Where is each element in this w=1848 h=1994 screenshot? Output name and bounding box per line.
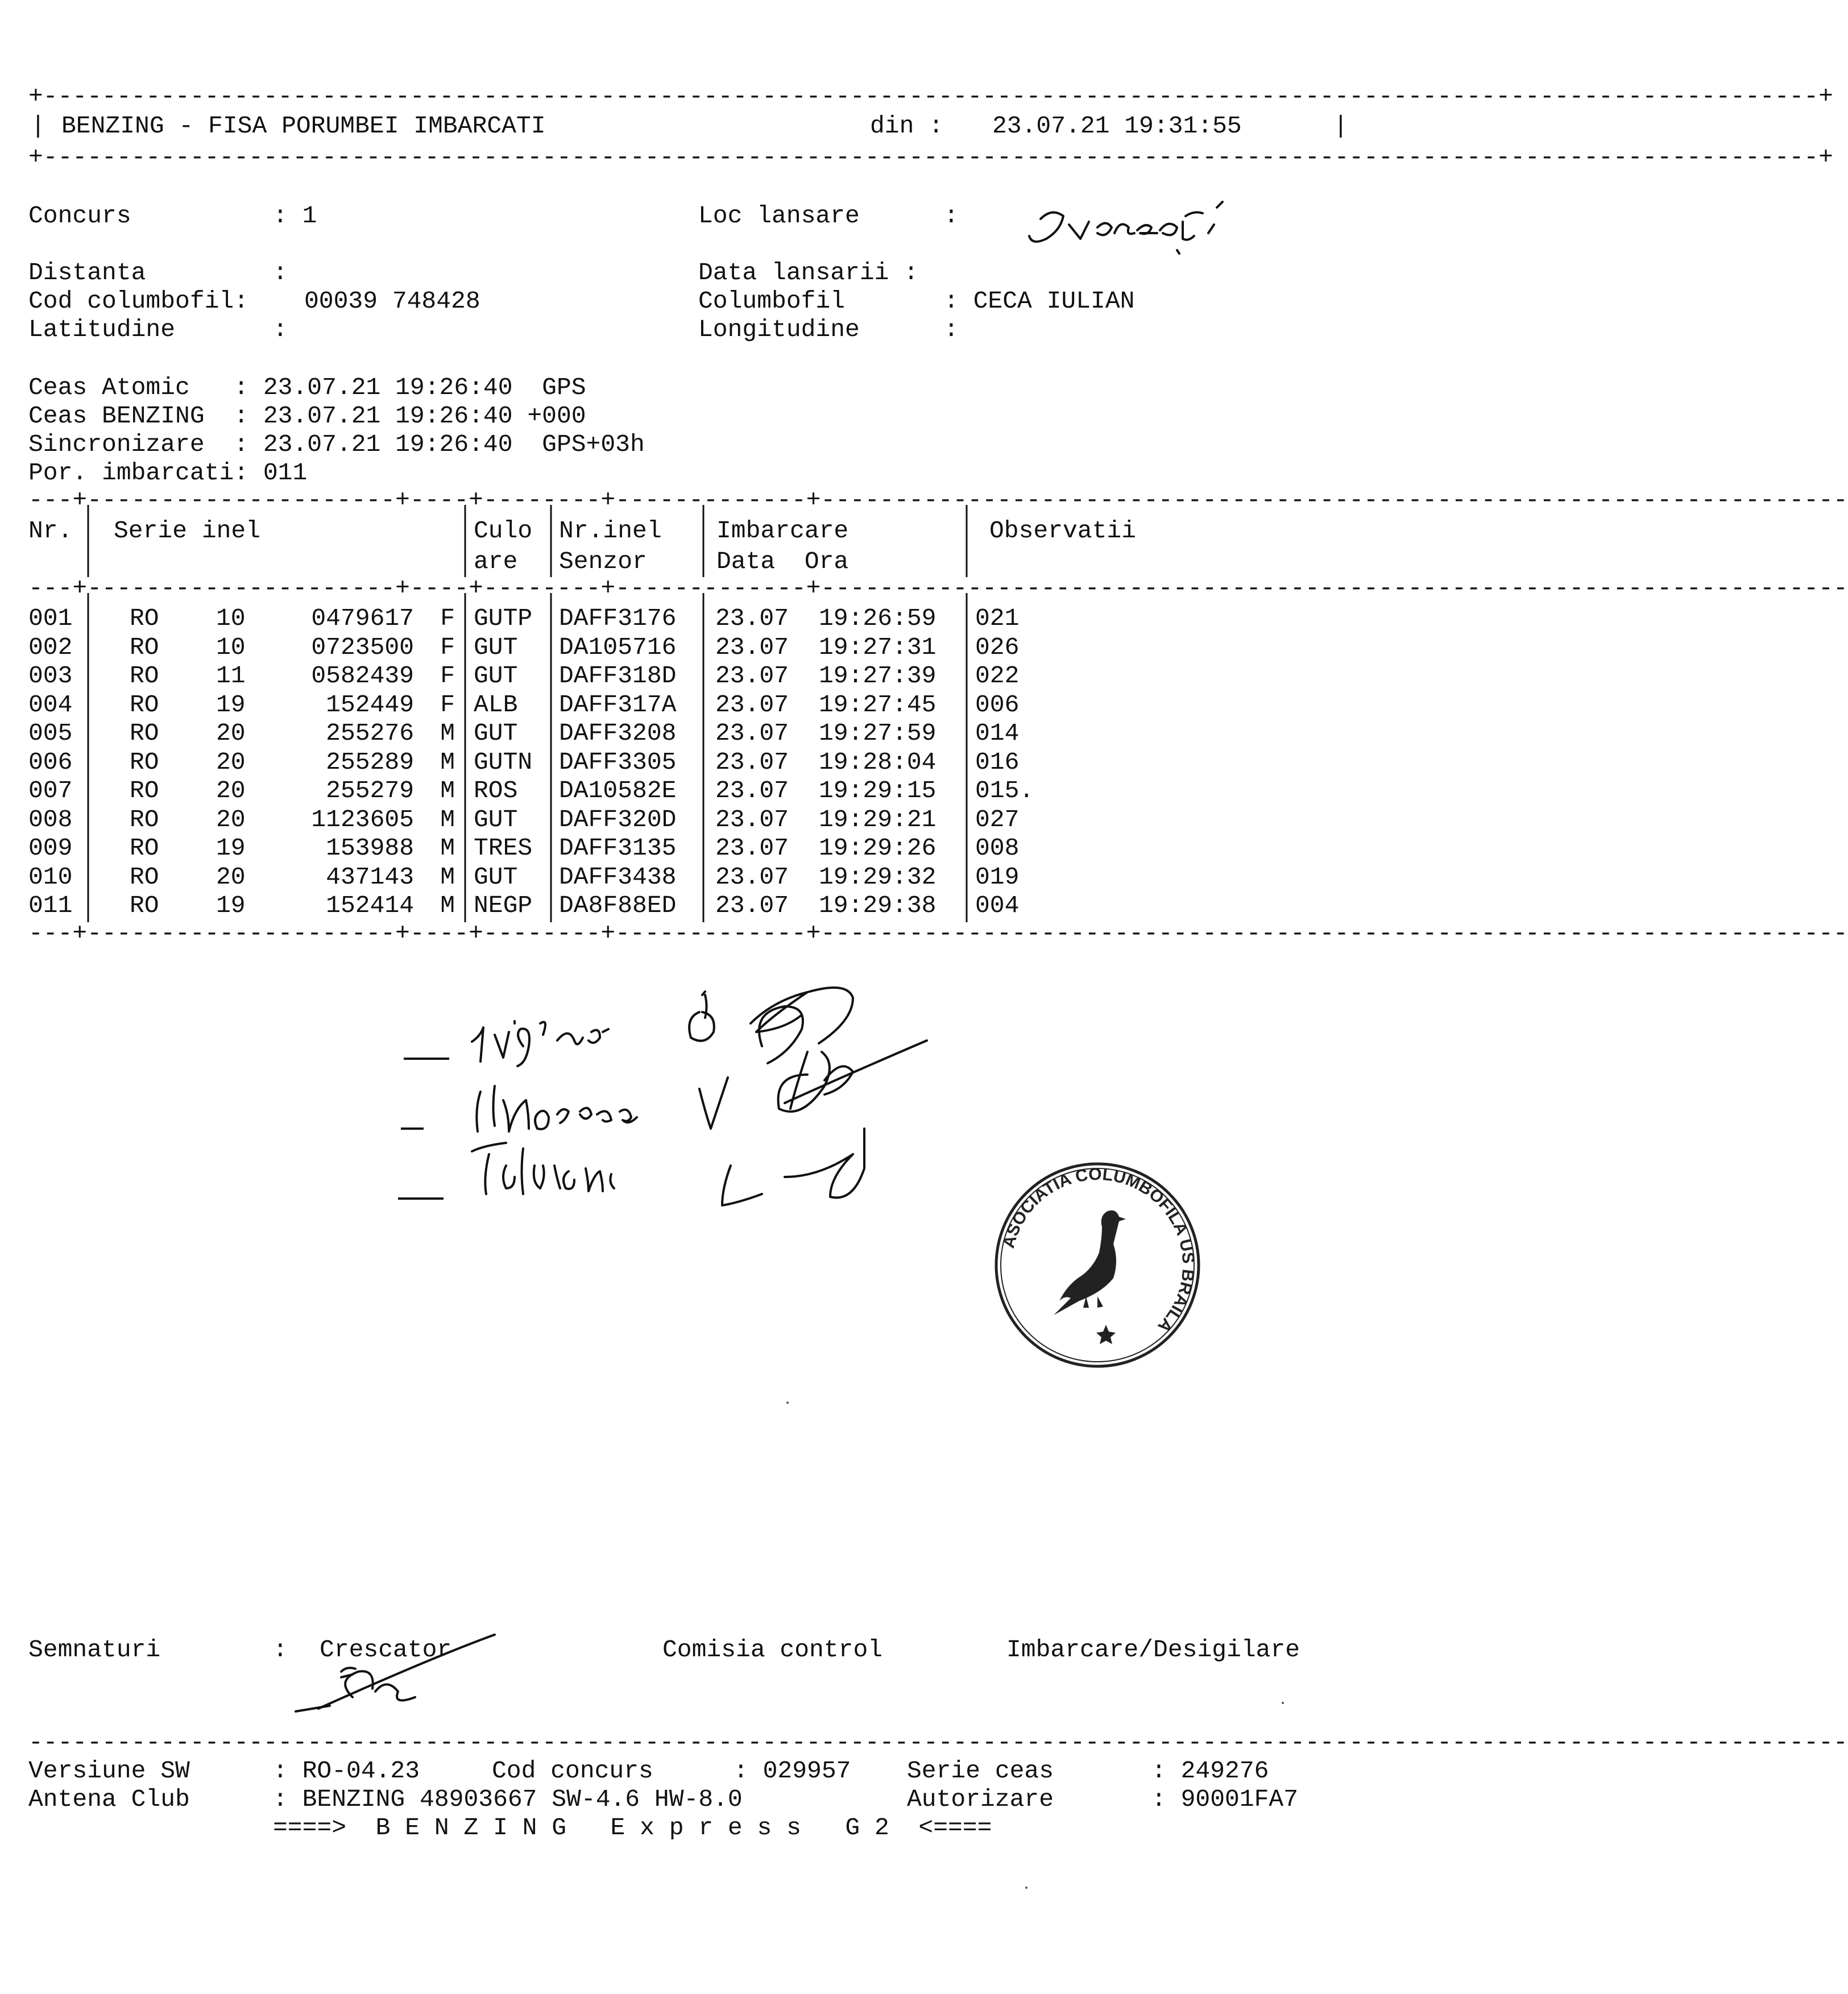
cell-nr: 002 bbox=[28, 633, 73, 661]
cell-an: 20 bbox=[216, 748, 246, 776]
cell-culoare: GUT bbox=[474, 633, 518, 661]
cell-senzor: DAFF317A bbox=[559, 690, 677, 719]
cell-tara: RO bbox=[130, 633, 159, 661]
cell-inel: 0723500 bbox=[311, 633, 414, 661]
antena-club-label: Antena Club bbox=[28, 1785, 190, 1813]
cell-data: 23.07 bbox=[715, 863, 789, 891]
cell-an: 20 bbox=[216, 719, 246, 747]
cell-senzor: DAFF3135 bbox=[559, 834, 677, 862]
cell-obs: 026 bbox=[975, 633, 1020, 661]
cell-tara: RO bbox=[130, 863, 159, 891]
cell-sex: M bbox=[440, 805, 455, 834]
cell-inel: 1123605 bbox=[311, 805, 414, 834]
cell-senzor: DAFF320D bbox=[559, 805, 677, 834]
col-header-culoare-2: are bbox=[474, 548, 518, 575]
cell-data: 23.07 bbox=[715, 719, 789, 747]
versiune-value: : RO-04.23 bbox=[273, 1757, 420, 1785]
cell-ora: 19:29:38 bbox=[819, 892, 937, 919]
cell-an: 19 bbox=[216, 892, 246, 919]
cell-ora: 19:29:15 bbox=[819, 777, 937, 805]
cell-sex: F bbox=[440, 690, 455, 719]
cell-ora: 19:28:04 bbox=[819, 748, 937, 776]
loc-lansare-sep: : bbox=[944, 202, 959, 230]
header-title: BENZING - FISA PORUMBEI IMBARCATI bbox=[61, 112, 546, 140]
serie-ceas-value: : 249276 bbox=[1151, 1757, 1269, 1785]
cell-sex: M bbox=[440, 892, 455, 919]
header-din-label: din : bbox=[870, 112, 944, 140]
col-header-serie: Serie inel bbox=[114, 517, 261, 545]
concurs-value: : 1 bbox=[273, 202, 317, 230]
cell-data: 23.07 bbox=[715, 633, 789, 661]
cell-an: 10 bbox=[216, 633, 246, 661]
cell-obs: 021 bbox=[975, 604, 1020, 632]
distanta-label: Distanta bbox=[28, 259, 146, 287]
cell-ora: 19:27:45 bbox=[819, 690, 937, 719]
pigeon-icon bbox=[1054, 1211, 1126, 1315]
cell-tara: RO bbox=[130, 662, 159, 690]
cell-inel: 255289 bbox=[326, 748, 414, 776]
autorizare-value: : 90001FA7 bbox=[1151, 1785, 1299, 1813]
cell-sex: F bbox=[440, 662, 455, 690]
cell-nr: 008 bbox=[28, 805, 73, 834]
handwritten-name-2-text bbox=[472, 1103, 474, 1104]
table-bottom-border: ---+---------------------+----+--------+-------------+---------------------------------------------------------------------- bbox=[28, 919, 1848, 947]
cell-tara: RO bbox=[130, 834, 159, 862]
cell-culoare: GUT bbox=[474, 805, 518, 834]
autorizare-label: Autorizare bbox=[907, 1785, 1054, 1813]
clock-benzing-line: Ceas BENZING : 23.07.21 19:26:40 +000 bbox=[28, 402, 586, 430]
cell-culoare: GUT bbox=[474, 662, 518, 690]
cell-sex: M bbox=[440, 719, 455, 747]
header-right-bar: | bbox=[1333, 112, 1348, 140]
cell-obs: 015. bbox=[975, 777, 1034, 805]
data-lansarii-label: Data lansarii : bbox=[698, 259, 919, 287]
cell-culoare: GUT bbox=[474, 863, 518, 891]
cell-obs: 008 bbox=[975, 834, 1020, 862]
cell-obs: 022 bbox=[975, 662, 1020, 690]
handwritten-name-3-text bbox=[472, 1171, 475, 1172]
cell-inel: 437143 bbox=[326, 863, 414, 891]
latitudine-sep: : bbox=[273, 316, 288, 343]
cell-inel: 153988 bbox=[326, 834, 414, 862]
columbofil-value: : CECA IULIAN bbox=[944, 287, 1135, 315]
clock-sync-line: Sincronizare : 23.07.21 19:26:40 GPS+03h bbox=[28, 430, 645, 458]
cell-nr: 004 bbox=[28, 690, 73, 719]
cell-tara: RO bbox=[130, 777, 159, 805]
cell-sex: M bbox=[440, 748, 455, 776]
latitudine-label: Latitudine bbox=[28, 316, 176, 343]
cell-tara: RO bbox=[130, 690, 159, 719]
cod-concurs-label: Cod concurs bbox=[492, 1757, 653, 1785]
cell-an: 20 bbox=[216, 805, 246, 834]
loc-lansare-value bbox=[1035, 267, 1038, 268]
col-header-imbarcare-1: Imbarcare bbox=[716, 517, 849, 545]
longitudine-sep: : bbox=[944, 316, 959, 343]
comisia-control-label: Comisia control bbox=[662, 1636, 883, 1664]
header-left-bar: | bbox=[31, 112, 45, 140]
cell-ora: 19:27:31 bbox=[819, 633, 937, 661]
cell-ora: 19:29:21 bbox=[819, 805, 937, 834]
cell-data: 23.07 bbox=[715, 662, 789, 690]
cell-ora: 19:29:32 bbox=[819, 863, 937, 891]
cell-obs: 016 bbox=[975, 748, 1020, 776]
col-header-culoare-1: Culo bbox=[474, 517, 533, 545]
versiune-label: Versiune SW bbox=[28, 1757, 190, 1785]
crescator-label: Crescator bbox=[320, 1636, 452, 1664]
header-din-value: 23.07.21 19:31:55 bbox=[992, 112, 1242, 140]
cell-tara: RO bbox=[130, 719, 159, 747]
table-header-border: ---+---------------------+----+--------+-------------+---------------------------------------------------------------------- bbox=[28, 574, 1848, 602]
cod-concurs-value: : 029957 bbox=[734, 1757, 851, 1785]
cell-senzor: DAFF318D bbox=[559, 662, 677, 690]
cell-inel: 152449 bbox=[326, 690, 414, 719]
antena-club-value: : BENZING 48903667 SW-4.6 HW-8.0 bbox=[273, 1785, 743, 1813]
semnaturi-label: Semnaturi bbox=[28, 1636, 161, 1664]
cell-data: 23.07 bbox=[715, 834, 789, 862]
cell-sex: F bbox=[440, 604, 455, 632]
cell-nr: 009 bbox=[28, 834, 73, 862]
cell-obs: 014 bbox=[975, 719, 1020, 747]
cell-sex: F bbox=[440, 633, 455, 661]
cell-data: 23.07 bbox=[715, 690, 789, 719]
cell-an: 19 bbox=[216, 690, 246, 719]
cell-culoare: NEGP bbox=[474, 892, 533, 919]
cell-culoare: TRES bbox=[474, 834, 533, 862]
cell-ora: 19:27:39 bbox=[819, 662, 937, 690]
cell-senzor: DAFF3305 bbox=[559, 748, 677, 776]
cell-an: 11 bbox=[216, 662, 246, 690]
cell-senzor: DA105716 bbox=[559, 633, 677, 661]
header-bottom-border: +-------------------------------------------------------------------------------------------------------------------------+ bbox=[28, 143, 1833, 171]
cell-senzor: DAFF3438 bbox=[559, 863, 677, 891]
cell-culoare: ALB bbox=[474, 690, 518, 719]
benzing-brand-line: ====> B E N Z I N G E x p r e s s G 2 <==== bbox=[273, 1814, 992, 1842]
porumbei-imbarcati-line: Por. imbarcati: 011 bbox=[28, 459, 308, 487]
stamp-star-icon bbox=[1096, 1325, 1116, 1344]
cell-sex: M bbox=[440, 834, 455, 862]
cell-data: 23.07 bbox=[715, 748, 789, 776]
cell-culoare: ROS bbox=[474, 777, 518, 805]
footer-top-border: ---------------------------------------------------------------------------------------------------------------------------- bbox=[28, 1728, 1848, 1756]
cell-data: 23.07 bbox=[715, 604, 789, 632]
cell-nr: 011 bbox=[28, 892, 73, 919]
cell-obs: 027 bbox=[975, 805, 1020, 834]
cell-nr: 003 bbox=[28, 662, 73, 690]
cell-nr: 007 bbox=[28, 777, 73, 805]
col-header-nrinel-2: Senzor bbox=[559, 548, 647, 575]
cell-inel: 255276 bbox=[326, 719, 414, 747]
longitudine-label: Longitudine bbox=[698, 316, 860, 343]
cod-columbofil-value: 00039 748428 bbox=[304, 287, 480, 315]
cod-columbofil-label: Cod columbofil: bbox=[28, 287, 249, 315]
serie-ceas-label: Serie ceas bbox=[907, 1757, 1054, 1785]
cell-sex: M bbox=[440, 777, 455, 805]
cell-obs: 019 bbox=[975, 863, 1020, 891]
cell-senzor: DA8F88ED bbox=[559, 892, 677, 919]
clock-atomic-line: Ceas Atomic : 23.07.21 19:26:40 GPS bbox=[28, 374, 586, 401]
cell-obs: 006 bbox=[975, 690, 1020, 719]
cell-tara: RO bbox=[130, 748, 159, 776]
cell-tara: RO bbox=[130, 604, 159, 632]
cell-data: 23.07 bbox=[715, 777, 789, 805]
col-header-nr: Nr. bbox=[28, 517, 73, 545]
cell-ora: 19:29:26 bbox=[819, 834, 937, 862]
cell-nr: 005 bbox=[28, 719, 73, 747]
cell-tara: RO bbox=[130, 805, 159, 834]
cell-inel: 255279 bbox=[326, 777, 414, 805]
cell-an: 19 bbox=[216, 834, 246, 862]
cell-an: 20 bbox=[216, 863, 246, 891]
cell-sex: M bbox=[440, 863, 455, 891]
cell-ora: 19:27:59 bbox=[819, 719, 937, 747]
cell-obs: 004 bbox=[975, 892, 1020, 919]
cell-tara: RO bbox=[130, 892, 159, 919]
cell-nr: 006 bbox=[28, 748, 73, 776]
cell-inel: 0479617 bbox=[311, 604, 414, 632]
semnaturi-sep: : bbox=[273, 1636, 288, 1664]
col-header-imbarcare-2: Data Ora bbox=[716, 548, 849, 575]
cell-senzor: DAFF3208 bbox=[559, 719, 677, 747]
cell-nr: 001 bbox=[28, 604, 73, 632]
stamp-text: ASOCIATIA COLUMBOFILA US BRAILA bbox=[999, 1164, 1198, 1336]
cell-ora: 19:26:59 bbox=[819, 604, 937, 632]
col-header-observatii: Observatii bbox=[989, 517, 1137, 545]
cell-data: 23.07 bbox=[715, 805, 789, 834]
cell-senzor: DAFF3176 bbox=[559, 604, 677, 632]
cell-culoare: GUTP bbox=[474, 604, 533, 632]
cell-senzor: DA10582E bbox=[559, 777, 677, 805]
cell-an: 10 bbox=[216, 604, 246, 632]
imbarcare-desigilare-label: Imbarcare/Desigilare bbox=[1006, 1636, 1300, 1664]
handwritten-name-1-text bbox=[472, 1029, 474, 1030]
table-top-border: ---+---------------------+----+--------+-------------+---------------------------------------------------------------------- bbox=[28, 486, 1848, 514]
cell-culoare: GUTN bbox=[474, 748, 533, 776]
cell-nr: 010 bbox=[28, 863, 73, 891]
cell-an: 20 bbox=[216, 777, 246, 805]
col-header-nrinel-1: Nr.inel bbox=[559, 517, 662, 545]
columbofil-label: Columbofil bbox=[698, 287, 846, 315]
cell-data: 23.07 bbox=[715, 892, 789, 919]
cell-inel: 152414 bbox=[326, 892, 414, 919]
cell-culoare: GUT bbox=[474, 719, 518, 747]
header-top-border: +-------------------------------------------------------------------------------------------------------------------------+ bbox=[28, 82, 1833, 110]
cell-inel: 0582439 bbox=[311, 662, 414, 690]
loc-lansare-label: Loc lansare bbox=[698, 202, 860, 230]
concurs-label: Concurs bbox=[28, 202, 131, 230]
distanta-sep: : bbox=[273, 259, 288, 287]
